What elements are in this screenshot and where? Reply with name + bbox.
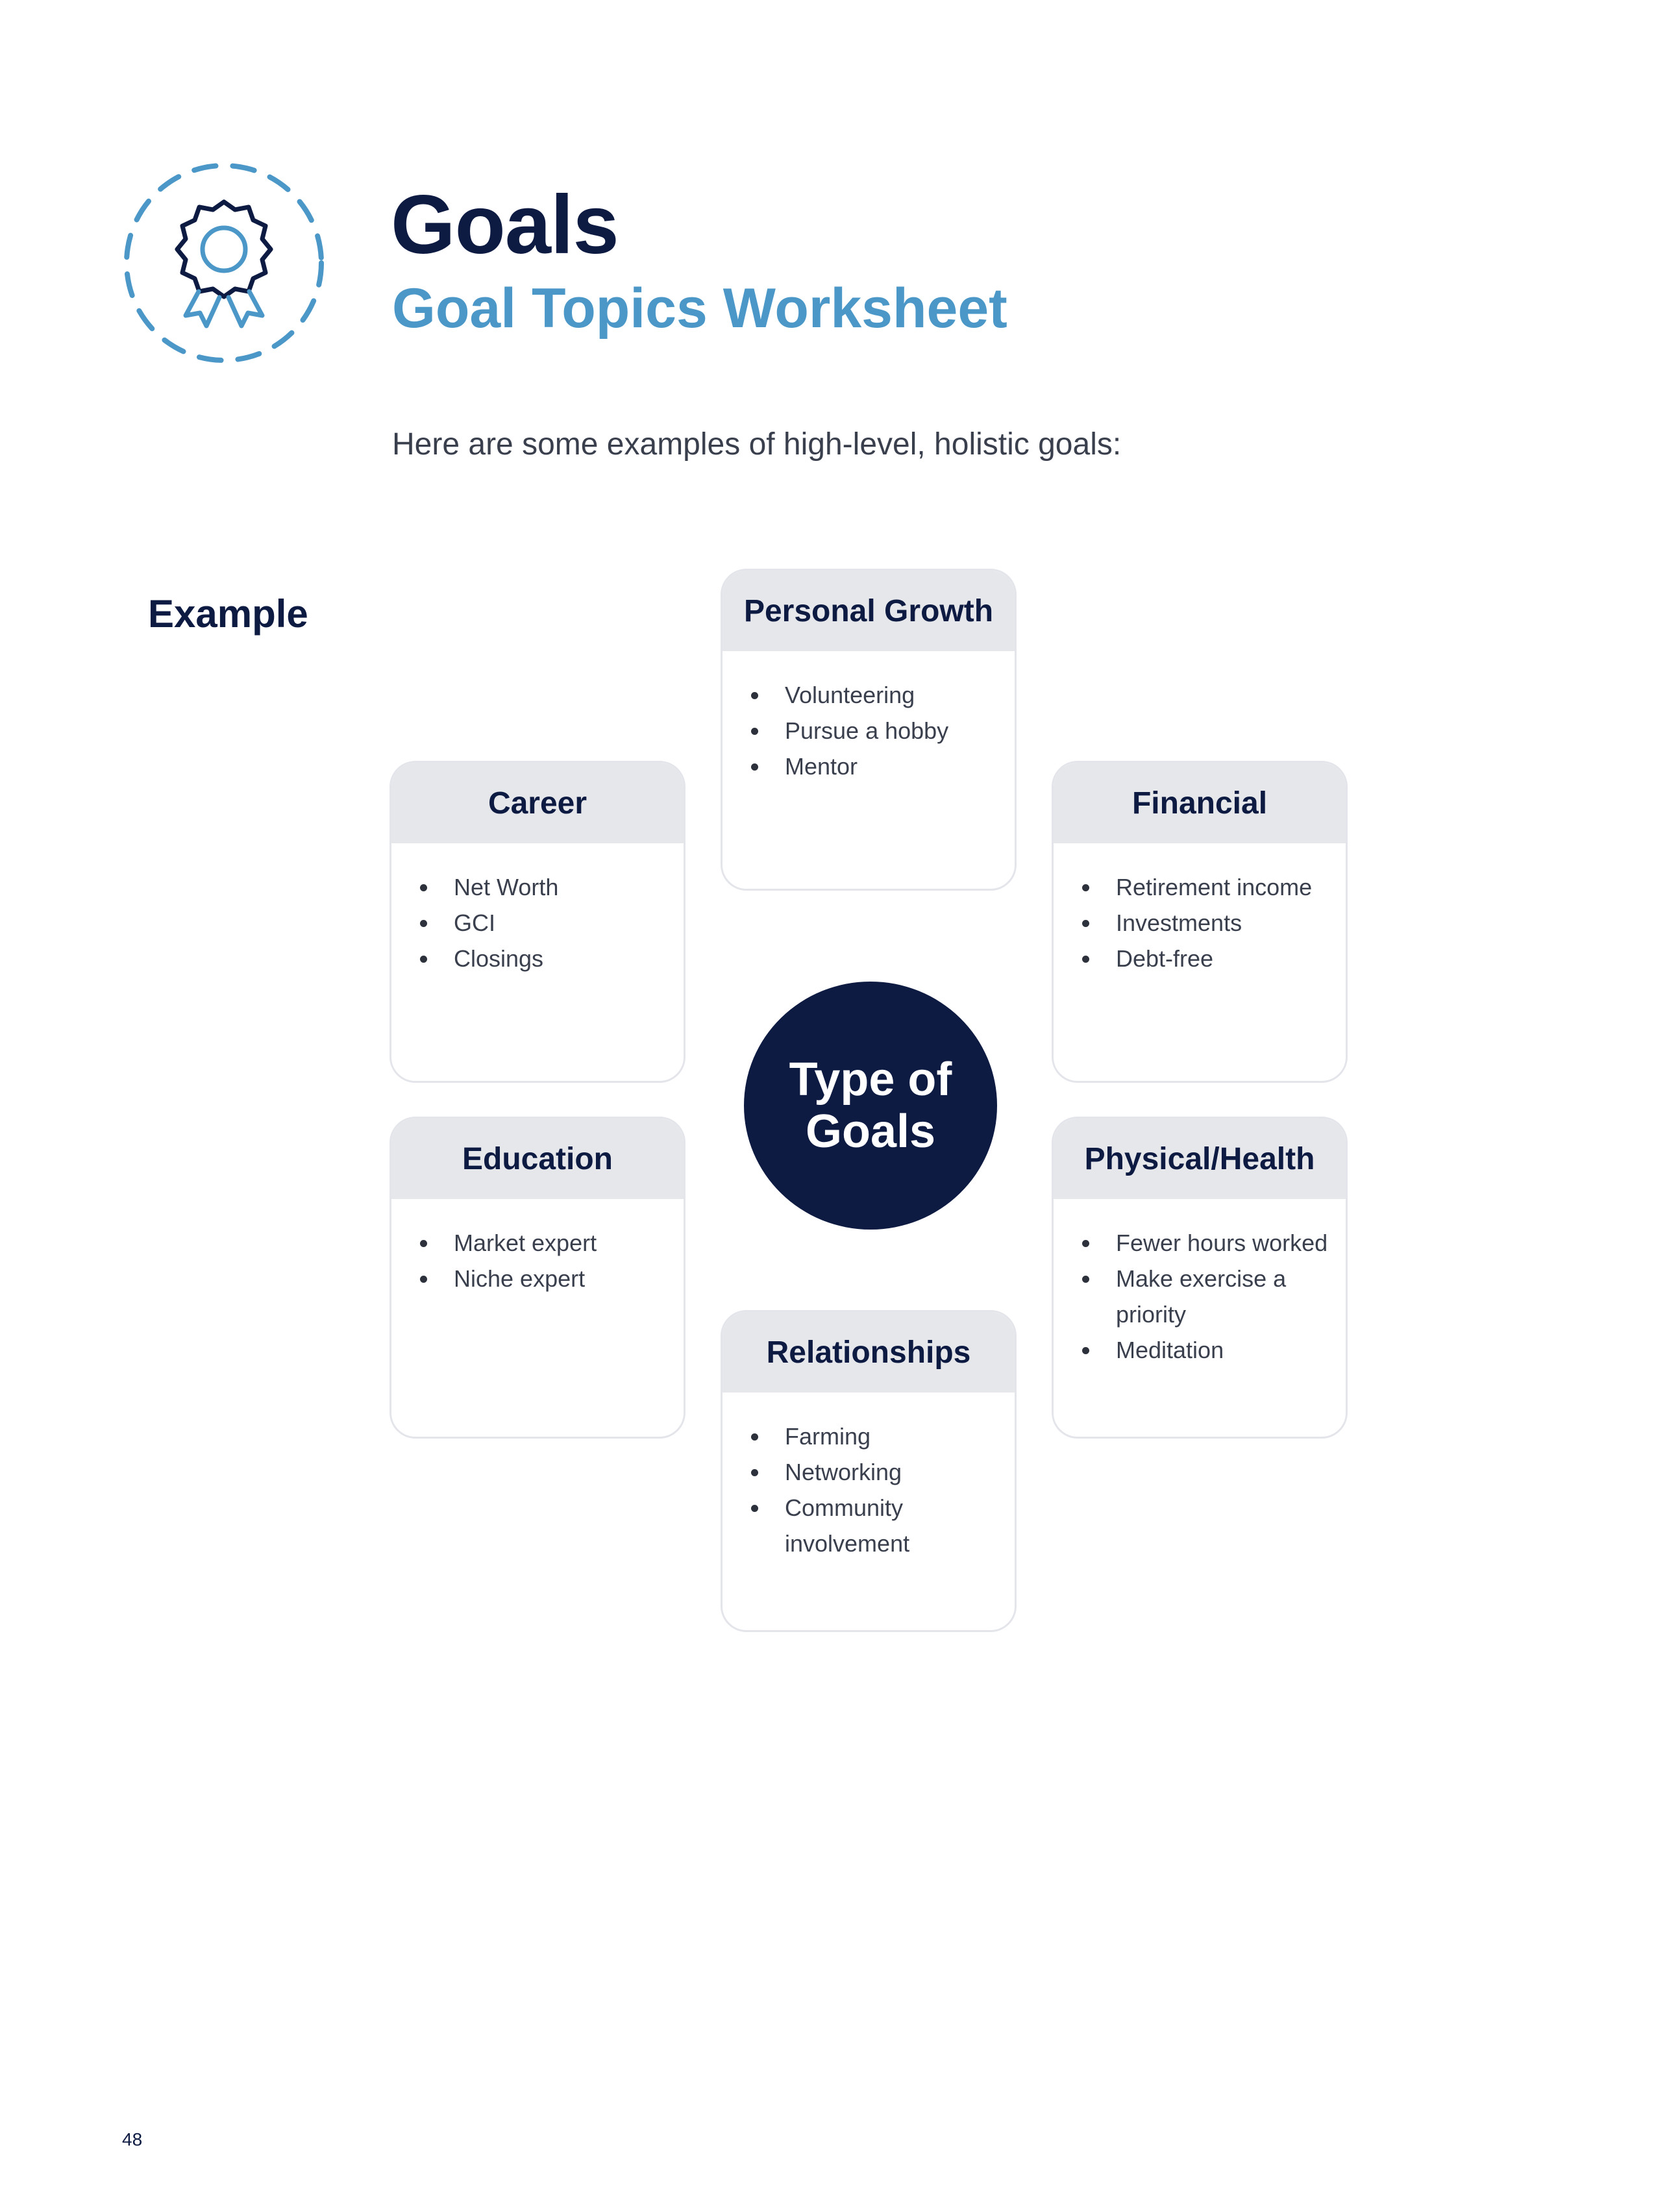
award-ribbon-icon (121, 160, 327, 366)
card-header: Education (391, 1119, 684, 1199)
list-item: Meditation (1080, 1332, 1339, 1368)
example-label: Example (148, 592, 308, 636)
list-item: GCI (417, 905, 671, 941)
list-item: Make exercise a priority (1080, 1261, 1339, 1332)
intro-text: Here are some examples of high-level, holistic goals: (392, 427, 1122, 462)
list-item: Investments (1080, 905, 1333, 941)
list-item: Closings (417, 941, 671, 976)
list-item: Farming (748, 1418, 976, 1454)
card-education (389, 1117, 686, 1439)
list-item: Retirement income (1080, 869, 1333, 905)
card-physical-health (1052, 1117, 1348, 1439)
card-list (391, 1199, 684, 1296)
page-subtitle: Goal Topics Worksheet (392, 277, 1007, 340)
card-header: Career (391, 763, 684, 843)
card-header: Relationships (723, 1312, 1015, 1393)
list-item: Pursue a hobby (748, 713, 1002, 749)
list-item: Net Worth (417, 869, 671, 905)
card-personal-growth (721, 569, 1017, 891)
card-header: Personal Growth (723, 571, 1015, 651)
card-financial (1052, 761, 1348, 1083)
list-item: Networking (748, 1454, 976, 1490)
list-item: Niche expert (417, 1261, 671, 1296)
card-relationships (721, 1310, 1017, 1632)
list-item: Community involvement (748, 1490, 976, 1561)
list-item: Market expert (417, 1225, 671, 1261)
page-title: Goals (391, 179, 619, 271)
center-circle (744, 982, 997, 1230)
card-list (723, 1393, 1015, 1561)
list-item: Debt-free (1080, 941, 1333, 976)
center-label: Type of Goals (789, 1054, 952, 1157)
list-item: Mentor (748, 749, 1002, 784)
card-list (1054, 843, 1346, 976)
card-header: Physical/Health (1054, 1119, 1346, 1199)
card-list (1054, 1199, 1346, 1368)
page-number: 48 (122, 2129, 143, 2149)
list-item: Fewer hours worked (1080, 1225, 1339, 1261)
list-item: Volunteering (748, 677, 1002, 713)
card-list (391, 843, 684, 976)
card-header: Financial (1054, 763, 1346, 843)
card-list (723, 651, 1015, 784)
card-career (389, 761, 686, 1083)
